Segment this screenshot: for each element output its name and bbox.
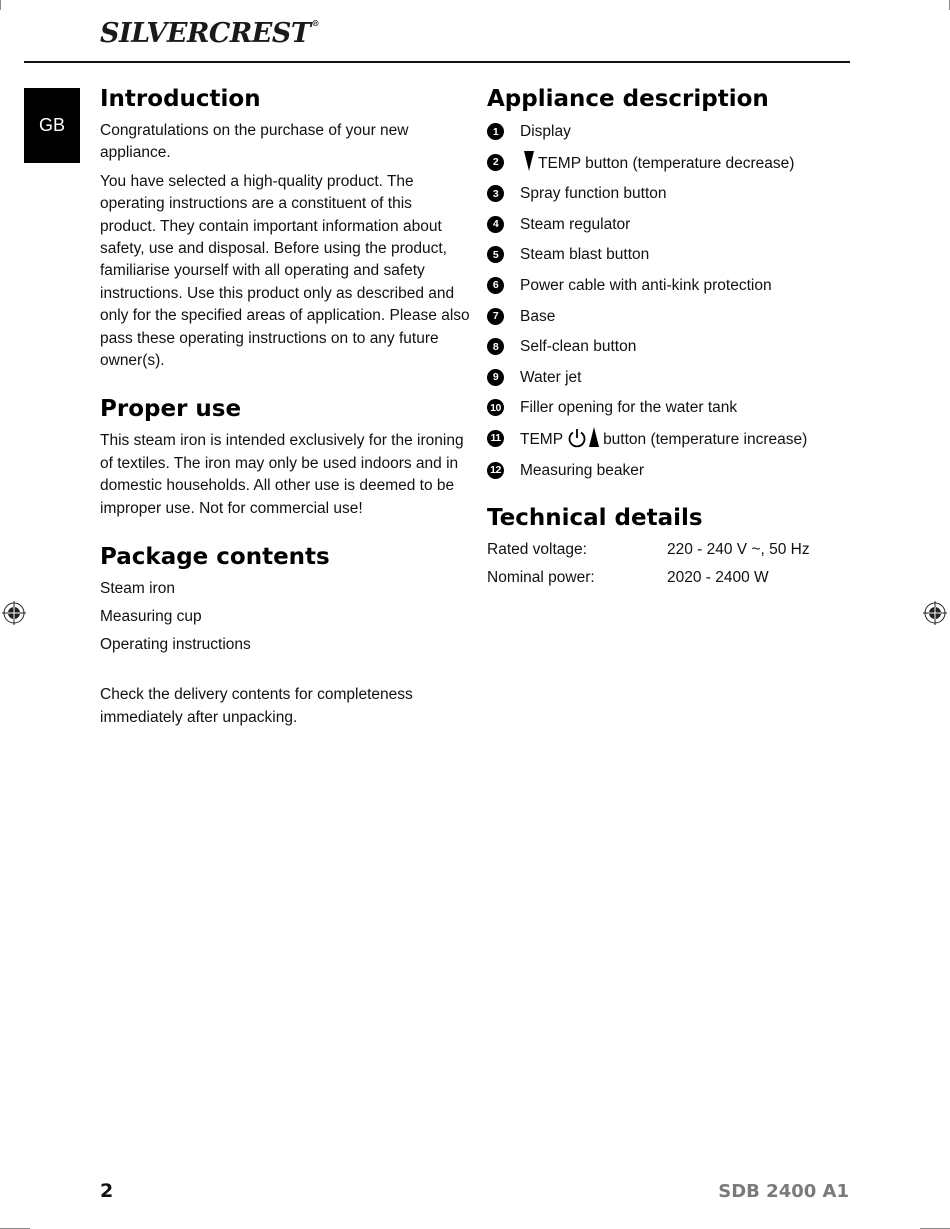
page-number: 2: [100, 1180, 114, 1202]
item-label: Measuring beaker: [520, 461, 645, 479]
item-number-badge: 11: [487, 430, 504, 447]
item-label: Steam regulator: [520, 215, 631, 233]
introduction-section: [100, 84, 472, 372]
proper-use-section: [100, 394, 472, 520]
appliance-parts-list: [487, 120, 849, 483]
list-item: [487, 396, 849, 420]
item-number-badge: 9: [487, 369, 504, 386]
model-number: SDB 2400 A1: [718, 1181, 849, 1202]
package-contents-heading: Package contents: [100, 544, 330, 571]
item-number-badge: 6: [487, 277, 504, 294]
item-number-badge: 10: [487, 399, 504, 416]
introduction-heading: Introduction: [100, 86, 261, 112]
tech-value: 2020 - 2400 W: [667, 569, 769, 587]
item-label-with-icon: [520, 427, 849, 452]
technical-details-heading: Technical details: [487, 505, 703, 532]
item-number-badge: 12: [487, 462, 504, 479]
tech-row: [487, 539, 849, 561]
technical-details-section: [487, 503, 849, 589]
appliance-description-heading: Appliance description: [487, 86, 769, 112]
item-number-badge: 8: [487, 338, 504, 355]
item-number-badge: 5: [487, 246, 504, 263]
registration-mark-icon: [923, 601, 947, 625]
tech-label: Nominal power:: [487, 569, 595, 587]
item-number-badge: 4: [487, 216, 504, 233]
list-item: [487, 427, 849, 452]
item-label: Base: [520, 307, 556, 325]
package-contents-note: Check the delivery contents for completeness immediately after unpacking.: [100, 686, 413, 726]
list-item: [487, 335, 849, 359]
appliance-description-section: [487, 84, 849, 483]
power-icon: [567, 428, 587, 448]
item-number-badge: 3: [487, 185, 504, 202]
package-item: Steam iron: [100, 580, 175, 598]
header-rule: [24, 61, 850, 63]
item-label: Water jet: [520, 368, 582, 386]
language-tab: GB: [24, 88, 80, 163]
item-label: Self-clean button: [520, 338, 637, 356]
left-column: [100, 84, 472, 729]
crop-mark: [0, 0, 1, 10]
list-item: [487, 213, 849, 237]
package-contents-section: [100, 542, 472, 729]
item-label: Filler opening for the water tank: [520, 399, 738, 417]
list-item: [487, 274, 849, 298]
introduction-paragraph: You have selected a high-quality product. The operating instructions are a constituent of this product. They contain important information about safety, use and disposal. Before using the product, familiarise yourself with all operating and safety instructions. Use this product only as described and only for the specified areas of application. Please also pass these operating instructions on to any future owner(s).: [100, 172, 470, 370]
list-item: [487, 366, 849, 390]
temp-decrease-icon: [524, 151, 534, 171]
registration-mark-icon: [2, 601, 26, 625]
package-item: Measuring cup: [100, 608, 202, 626]
tech-value: 220 - 240 V ~, 50 Hz: [667, 541, 810, 559]
item-number-badge: 1: [487, 123, 504, 140]
proper-use-paragraph: This steam iron is intended exclusively for the ironing of textiles. The iron may only be used indoors and in domestic households. All other use is deemed to be improper use. Not for commercial use!: [100, 432, 464, 517]
right-column: [487, 84, 849, 595]
item-label-with-icon: [520, 151, 849, 176]
package-item: Operating instructions: [100, 636, 251, 654]
list-item: [487, 243, 849, 267]
item-number-badge: 2: [487, 154, 504, 171]
item-label: Power cable with anti-kink protection: [520, 276, 772, 294]
item-label-prefix: TEMP: [520, 430, 564, 448]
temp-increase-icon: [589, 427, 599, 447]
tech-row: [487, 567, 849, 589]
list-item: [487, 151, 849, 176]
introduction-paragraph: Congratulations on the purchase of your new appliance.: [100, 122, 409, 162]
tech-label: Rated voltage:: [487, 541, 587, 559]
item-label: TEMP button (temperature decrease): [538, 154, 795, 172]
list-item: [487, 182, 849, 206]
item-label: Display: [520, 123, 571, 140]
item-label: Steam blast button: [520, 246, 650, 264]
brand-logo: SILVERCREST®: [100, 18, 319, 49]
list-item: [487, 120, 849, 144]
proper-use-heading: Proper use: [100, 396, 242, 423]
list-item: [487, 305, 849, 329]
list-item: [487, 459, 849, 483]
item-number-badge: 7: [487, 308, 504, 325]
item-label: Spray function button: [520, 185, 667, 203]
item-label-suffix: button (temperature increase): [603, 430, 808, 448]
